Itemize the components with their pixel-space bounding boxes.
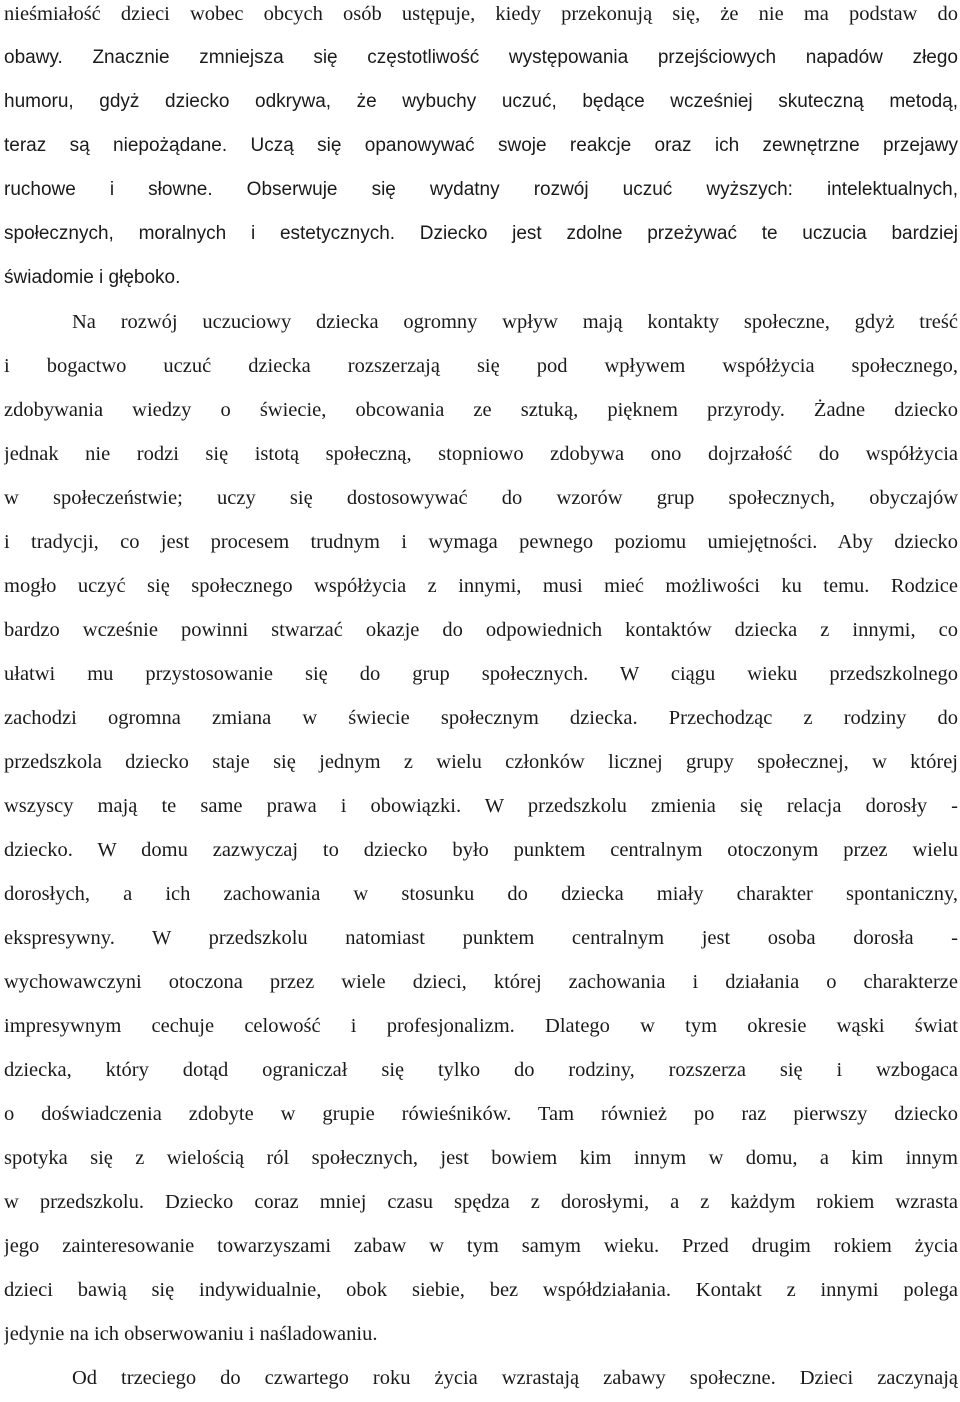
text-line: w społeczeństwie; uczy się dostosowywać do wzorów grup społecznych, obyczajów: [4, 487, 958, 509]
text-line: dziecko. W domu zazwyczaj to dziecko było punktem centralnym otoczonym przez wielu: [4, 839, 958, 861]
text-line: świadomie i głęboko.: [4, 267, 181, 288]
text-line: w przedszkolu. Dziecko coraz mniej czasu spędza z dorosłymi, a z każdym rokiem wzrasta: [4, 1191, 958, 1213]
text-line: spotyka się z wielością ról społecznych, jest bowiem kim innym w domu, a kim innym: [4, 1147, 958, 1169]
text-line: i bogactwo uczuć dziecka rozszerzają się pod wpływem współżycia społecznego,: [4, 355, 958, 377]
text-line: jednak nie rodzi się istotą społeczną, stopniowo zdobywa ono dojrzałość do współżycia: [4, 443, 958, 465]
text-line: obawy. Znacznie zmniejsza się częstotliwość występowania przejściowych napadów złego: [4, 47, 958, 68]
text-line: nieśmiałość dzieci wobec obcych osób ustępuje, kiedy przekonują się, że nie ma podstaw do: [4, 3, 958, 25]
text-line: wychowawczyni otoczona przez wiele dzieci, której zachowania i działania o charakterze: [4, 971, 958, 993]
text-line: przedszkola dziecko staje się jednym z wielu członków licznej grupy społecznej, w której: [4, 751, 958, 773]
text-line: jedynie na ich obserwowaniu i naśladowaniu.: [4, 1323, 378, 1345]
text-line: i tradycji, co jest procesem trudnym i wymaga pewnego poziomu umiejętności. Aby dziecko: [4, 531, 958, 553]
text-line: teraz są niepożądane. Uczą się opanowywać swoje reakcje oraz ich zewnętrzne przejawy: [4, 135, 958, 156]
text-line: o doświadczenia zdobyte w grupie rówieśników. Tam również po raz pierwszy dziecko: [4, 1103, 958, 1125]
text-line: impresywnym cechuje celowość i profesjonalizm. Dlatego w tym okresie wąski świat: [4, 1015, 958, 1037]
text-line: ułatwi mu przystosowanie się do grup społecznych. W ciągu wieku przedszkolnego: [4, 663, 958, 685]
text-line: dziecka, który dotąd ograniczał się tylko do rodziny, rozszerza się i wzbogaca: [4, 1059, 958, 1081]
text-line: dzieci bawią się indywidualnie, obok siebie, bez współdziałania. Kontakt z innymi polega: [4, 1279, 958, 1301]
paragraph-first-line: Na rozwój uczuciowy dziecka ogromny wpływ mają kontakty społeczne, gdyż treść: [72, 311, 958, 333]
text-line: bardzo wcześnie powinni stwarzać okazje do odpowiednich kontaktów dziecka z innymi, co: [4, 619, 958, 641]
text-line: zdobywania wiedzy o świecie, obcowania ze sztuką, pięknem przyrody. Żadne dziecko: [4, 399, 958, 421]
text-line: jego zainteresowanie towarzyszami zabaw w tym samym wieku. Przed drugim rokiem życia: [4, 1235, 958, 1257]
text-line: dorosłych, a ich zachowania w stosunku do dziecka miały charakter spontaniczny,: [4, 883, 958, 905]
text-line: mogło uczyć się społecznego współżycia z innymi, musi mieć możliwości ku temu. Rodzice: [4, 575, 958, 597]
paragraph-first-line: Od trzeciego do czwartego roku życia wzrastają zabawy społeczne. Dzieci zaczynają: [72, 1367, 958, 1389]
text-line: zachodzi ogromna zmiana w świecie społecznym dziecka. Przechodząc z rodziny do: [4, 707, 958, 729]
text-line: ekspresywny. W przedszkolu natomiast punktem centralnym jest osoba dorosła -: [4, 927, 958, 949]
text-line: ruchowe i słowne. Obserwuje się wydatny rozwój uczuć wyższych: intelektualnych,: [4, 179, 958, 200]
text-line: wszyscy mają te same prawa i obowiązki. W przedszkolu zmienia się relacja dorosły -: [4, 795, 958, 817]
document-page: [4, 0, 958, 1402]
text-line: humoru, gdyż dziecko odkrywa, że wybuchy uczuć, będące wcześniej skuteczną metodą,: [4, 91, 958, 112]
text-line: społecznych, moralnych i estetycznych. Dziecko jest zdolne przeżywać te uczucia bardziej: [4, 223, 958, 244]
